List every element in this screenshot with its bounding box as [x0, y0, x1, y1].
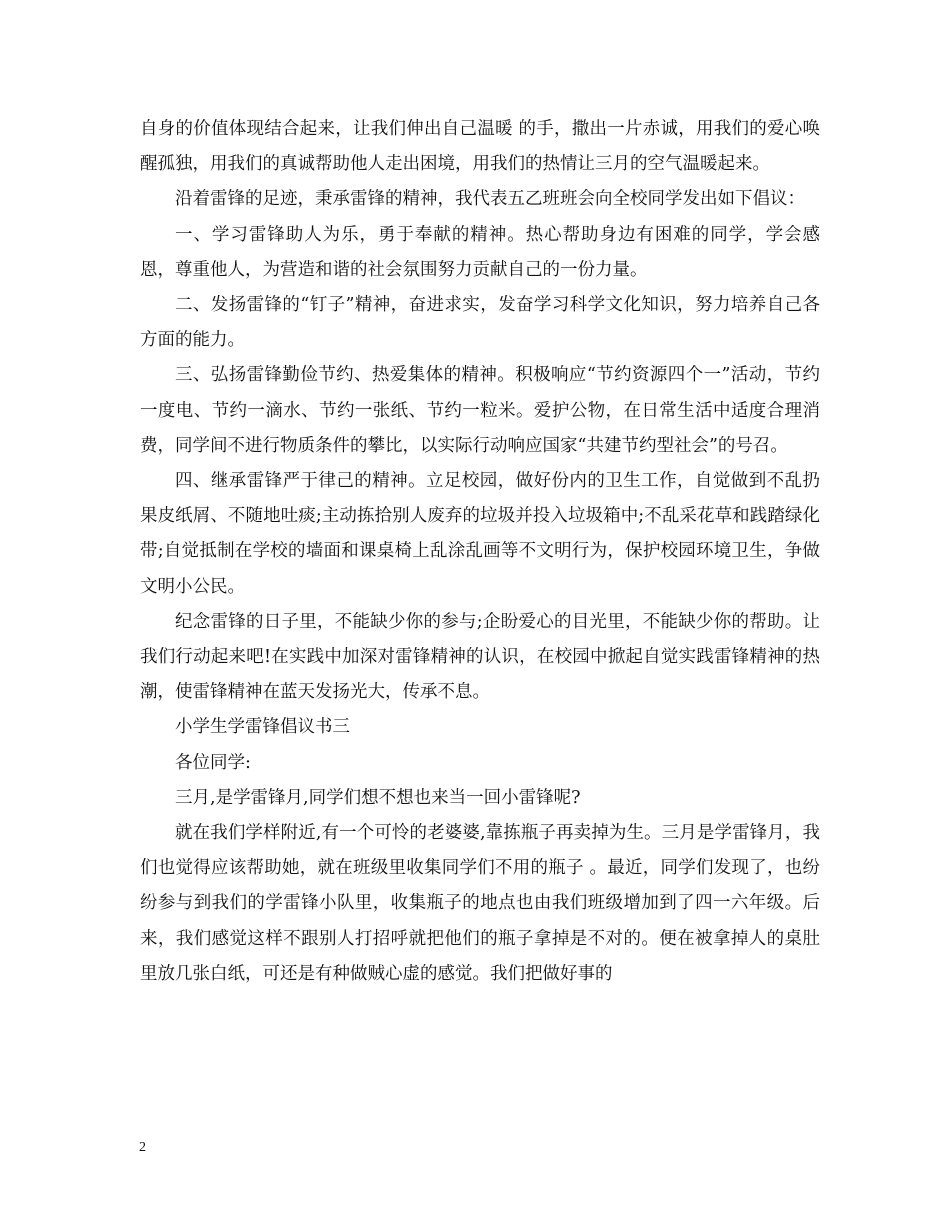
paragraph-item-four: 四、继承雷锋严于律己的精神。立足校园，做好份内的卫生工作，自觉做到不乱扔果皮纸屑、不随地吐痰;主动拣拾别人废弃的垃圾并投入垃圾箱中;不乱采花草和践踏绿化带;自觉抵制在学校的墙面和课桌椅上乱涂乱画等不文明行为，保护校园环境卫生，争做文明小公民。 [140, 471, 820, 597]
paragraph-continuation: 自身的价值体现结合起来，让我们伸出自己温暖 的手，撒出一片赤诚，用我们的爱心唤醒孤独，用我们的真诚帮助他人走出困境，用我们的热情让三月的空气温暖起来。 [140, 119, 820, 175]
paragraph-item-three: 三、弘扬雷锋勤俭节约、热爱集体的精神。积极响应“节约资源四个一”活动，节约一度电、节约一滴水、节约一张纸、节约一粒米。爱护公物，在日常生活中适度合理消费，同学间不进行物质条件的攀比，以实际行动响应国家“共建节约型社会”的号召。 [140, 365, 820, 456]
paragraph-item-two: 二、发扬雷锋的“钉子”精神，奋进求实，发奋学习科学文化知识，努力培养自己各方面的能力。 [140, 295, 820, 351]
body-text [140, 112, 820, 992]
paragraph-question: 三月,是学雷锋月,同学们想不想也来当一回小雷锋呢? [175, 787, 581, 808]
paragraph-story: 就在我们学样附近,有一个可怜的老婆婆,靠拣瓶子再卖掉为生。三月是学雷锋月，我们也觉得应该帮助她，就在班级里收集同学们不用的瓶子 。最近，同学们发现了，也纷纷参与到我们的学雷锋小队里，收集瓶子的地点也由我们班级增加到了四一六年级。后来，我们感觉这样不跟别人打招呼就把他们的瓶子拿掉是不对的。便在被拿掉人的桌肚里放几张白纸，可还是有种做贼心虚的感觉。我们把做好事的 [140, 823, 820, 984]
salutation: 各位同学: [175, 752, 251, 773]
page-number: 2 [139, 1140, 146, 1155]
paragraph-closing: 纪念雷锋的日子里，不能缺少你的参与;企盼爱心的目光里，不能缺少你的帮助。让我们行动起来吧!在实践中加深对雷锋精神的认识，在校园中掀起自觉实践雷锋精神的热潮，使雷锋精神在蓝天发扬光大，传承不息。 [140, 611, 820, 703]
paragraph-proposal-intro: 沿着雷锋的足迹，秉承雷锋的精神，我代表五乙班班会向全校同学发出如下倡议： [175, 189, 805, 210]
section-heading: 小学生学雷锋倡议书三 [175, 717, 350, 738]
paragraph-item-one: 一、学习雷锋助人为乐，勇于奉献的精神。热心帮助身边有困难的同学，学会感恩，尊重他人，为营造和谐的社会氛围努力贡献自己的一份力量。 [140, 224, 820, 280]
